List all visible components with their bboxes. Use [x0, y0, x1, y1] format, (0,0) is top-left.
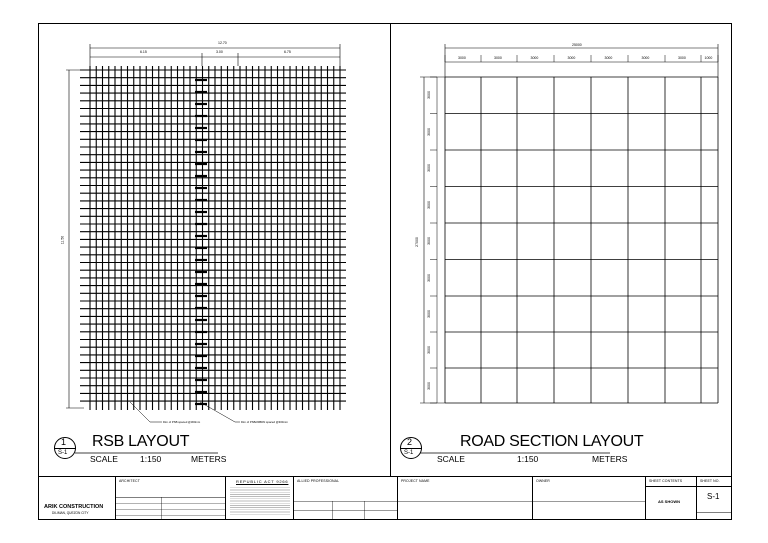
- road-row-dim: 3000: [426, 273, 431, 282]
- rsb-callout-1: Dim of PSB spaced @300mm: [163, 420, 201, 424]
- road-overall-dim: 25000: [572, 43, 582, 47]
- republic-act-title: REPUBLIC ACT 9266: [236, 479, 289, 484]
- rsb-side-dim: 11.50: [60, 235, 65, 245]
- architect-cell: [116, 477, 226, 520]
- road-column-dim: 1000: [704, 56, 713, 60]
- scale-units: METERS: [592, 454, 628, 464]
- drawing-sheet-ref: S-1: [58, 450, 68, 456]
- rsb-overall-dim: 12.70: [218, 41, 227, 45]
- road-column-dim: 3000: [530, 56, 539, 60]
- road-row-dim: 3000: [426, 127, 431, 136]
- road-column-dim: 3000: [641, 56, 650, 60]
- sheet-contents-value: AS SHOWN: [658, 499, 680, 504]
- rsb-segment-dim-2: 3.00: [216, 50, 223, 54]
- project-name-cell: [398, 477, 533, 520]
- circle-divider: [54, 448, 76, 449]
- scale-value: 1:150: [140, 454, 162, 464]
- drawing-sheet-ref: S-1: [404, 450, 414, 456]
- sheet-no-label: SHEET NO.: [700, 479, 720, 483]
- sheet-no-value: S-1: [707, 492, 720, 501]
- rsb-segment-dim-3: 6.75: [284, 50, 291, 54]
- title-block: [38, 476, 732, 520]
- sheet-no-cell: [697, 477, 732, 520]
- sheet-contents-cell: [646, 477, 697, 520]
- road-side-dim: 27000: [414, 237, 419, 247]
- road-row-dim: 3000: [426, 310, 431, 318]
- rsb-segment-dim-1: 6.15: [140, 50, 147, 54]
- owner-cell: [533, 477, 646, 520]
- road-row-dim: 3000: [426, 91, 431, 100]
- rsb-callout-2: Dim of PSB/20BDN spaced @300mm: [241, 420, 288, 424]
- republic-act-cell: [226, 477, 294, 520]
- drawing-number: 2: [407, 437, 413, 447]
- company-address: DILIMAN, QUEZON CITY: [52, 511, 89, 515]
- road-row-dim: 3000: [426, 164, 431, 173]
- republic-act-text-block: [230, 486, 290, 516]
- drawing-number: 1: [61, 437, 67, 447]
- company-cell: [38, 477, 116, 520]
- road-column-dim: 3000: [567, 56, 576, 60]
- allied-professional-cell: [294, 477, 398, 520]
- road-column-dim: 3000: [458, 56, 466, 60]
- road-row-dim: 3000: [426, 200, 431, 209]
- road-row-dim: 3000: [426, 381, 431, 390]
- sheet-contents-label: SHEET CONTENTS: [649, 479, 683, 483]
- scale-value: 1:150: [517, 454, 539, 464]
- road-column-dim: 3000: [678, 56, 686, 60]
- scale-label: SCALE: [90, 454, 118, 464]
- owner-label: OWNER: [536, 479, 550, 483]
- scale-units: METERS: [191, 454, 227, 464]
- road-row-dim: 3000: [426, 346, 431, 354]
- circle-divider: [400, 448, 422, 449]
- architect-label: ARCHITECT: [119, 479, 140, 483]
- scale-label: SCALE: [437, 454, 465, 464]
- drawing-title: RSB LAYOUT: [92, 433, 190, 450]
- drawing-title: ROAD SECTION LAYOUT: [460, 433, 644, 450]
- company-name: ARIK CONSTRUCTION: [44, 504, 104, 510]
- road-row-dim: 3000: [426, 237, 431, 246]
- allied-label: ALLIED PROFESSIONAL: [297, 479, 340, 483]
- road-column-dim: 3000: [494, 56, 502, 60]
- project-name-label: PROJECT NAME: [401, 479, 430, 483]
- road-column-dim: 3000: [604, 56, 613, 60]
